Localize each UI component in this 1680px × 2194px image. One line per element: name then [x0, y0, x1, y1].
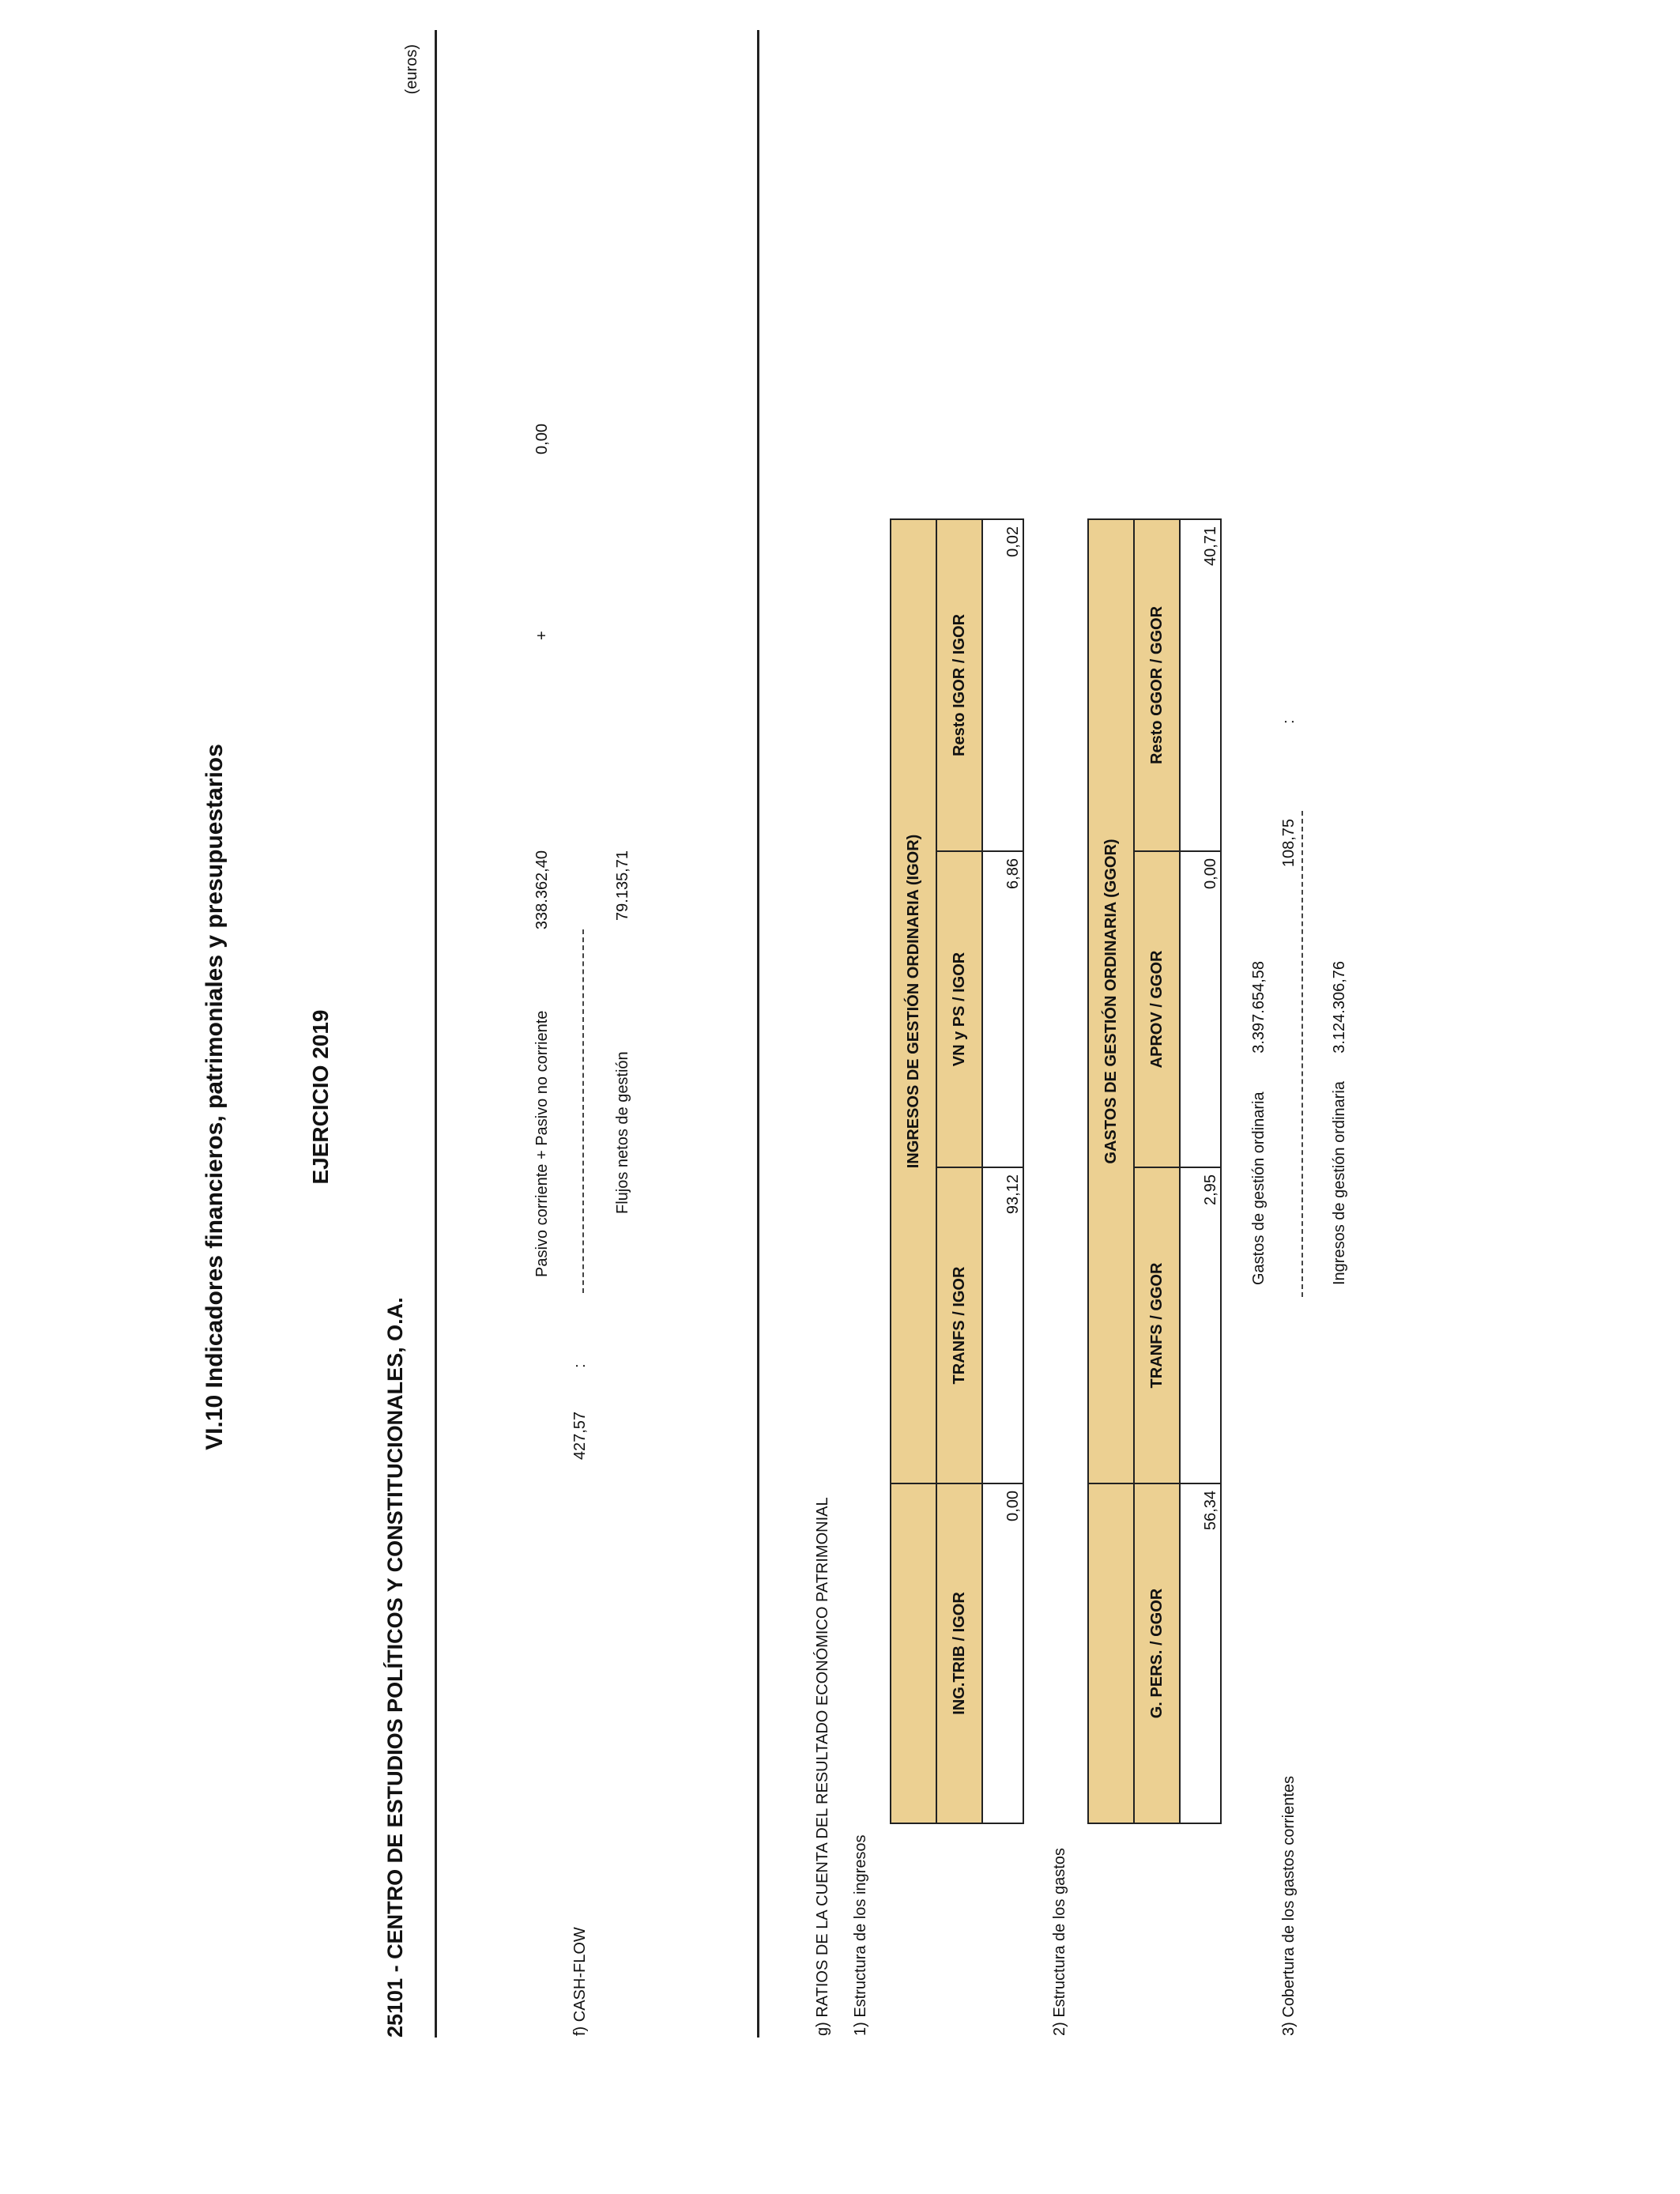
cashflow-denominator-value: 79.135,71 — [614, 850, 631, 921]
income-value: 0,00 — [982, 1483, 1023, 1823]
income-value: 6,86 — [982, 851, 1023, 1167]
page-title: VI.10 Indicadores financieros, patrimoniales y presupuestarios — [202, 744, 228, 1450]
coverage-denominator-label: Ingresos de gestión ordinaria — [1331, 1081, 1348, 1285]
income-structure-table — [890, 518, 1024, 1824]
expense-col-header: TRANFS / GGOR — [1134, 1167, 1180, 1483]
coverage-colon: : — [1280, 719, 1298, 724]
cashflow-value: 427,57 — [571, 1412, 589, 1461]
coverage-fraction-line — [1301, 811, 1303, 1297]
exercise-year: EJERCICIO 2019 — [308, 1009, 333, 1185]
coverage-numerator-label: Gastos de gestión ordinaria — [1250, 1091, 1268, 1285]
coverage-label: 3) Cobertura de los gastos corrientes — [1280, 1775, 1298, 2036]
unit-label: (euros) — [403, 44, 420, 95]
expense-value: 2,95 — [1180, 1167, 1221, 1483]
header-rule — [435, 30, 437, 2038]
income-value: 93,12 — [982, 1167, 1023, 1483]
expense-col-header: APROV / GGOR — [1134, 851, 1180, 1167]
income-col-header: ING.TRIB / IGOR — [936, 1483, 982, 1823]
income-group-blank — [891, 1483, 936, 1823]
entity-name: 25101 - CENTRO DE ESTUDIOS POLÍTICOS Y CONSTITUCIONALES, O.A. — [383, 1297, 407, 2038]
cashflow-denominator-label: Flujos netos de gestión — [614, 1051, 631, 1214]
coverage-denominator-value: 3.124.306,76 — [1331, 961, 1348, 1054]
expense-col-header: Resto GGOR / GGOR — [1134, 519, 1180, 851]
cashflow-numerator-value: 338.362,40 — [533, 850, 551, 930]
income-col-header: TRANFS / IGOR — [936, 1167, 982, 1483]
income-col-header: Resto IGOR / IGOR — [936, 519, 982, 851]
income-group-header: INGRESOS DE GESTIÓN ORDINARIA (IGOR) — [891, 519, 936, 1483]
section-rule — [757, 30, 759, 2038]
expense-value: 40,71 — [1180, 519, 1221, 851]
cashflow-label: f) CASH-FLOW — [571, 1927, 589, 2036]
expense-structure-table — [1087, 518, 1222, 1824]
cashflow-numerator-label: Pasivo corriente + Pasivo no corriente — [533, 1010, 551, 1277]
cashflow-fraction-line — [582, 929, 584, 1293]
cashflow-colon: : — [571, 1363, 589, 1368]
cashflow-plus: + — [533, 631, 551, 640]
coverage-numerator-value: 3.397.654,58 — [1250, 961, 1268, 1054]
expense-value: 56,34 — [1180, 1483, 1221, 1823]
expense-group-blank — [1088, 1483, 1134, 1823]
expense-col-header: G. PERS. / GGOR — [1134, 1483, 1180, 1823]
expense-value: 0,00 — [1180, 851, 1221, 1167]
income-col-header: VN y PS / IGOR — [936, 851, 982, 1167]
cashflow-extra-value: 0,00 — [533, 424, 551, 454]
ratios-section-title: g) RATIOS DE LA CUENTA DEL RESULTADO ECONÓMICO PATRIMONIAL — [814, 1497, 831, 2036]
expense-structure-title: 2) Estructura de los gastos — [1051, 1848, 1068, 2036]
income-structure-title: 1) Estructura de los ingresos — [852, 1834, 869, 2036]
income-value: 0,02 — [982, 519, 1023, 851]
coverage-value: 108,75 — [1280, 819, 1298, 868]
expense-group-header: GASTOS DE GESTIÓN ORDINARIA (GGOR) — [1088, 519, 1134, 1483]
